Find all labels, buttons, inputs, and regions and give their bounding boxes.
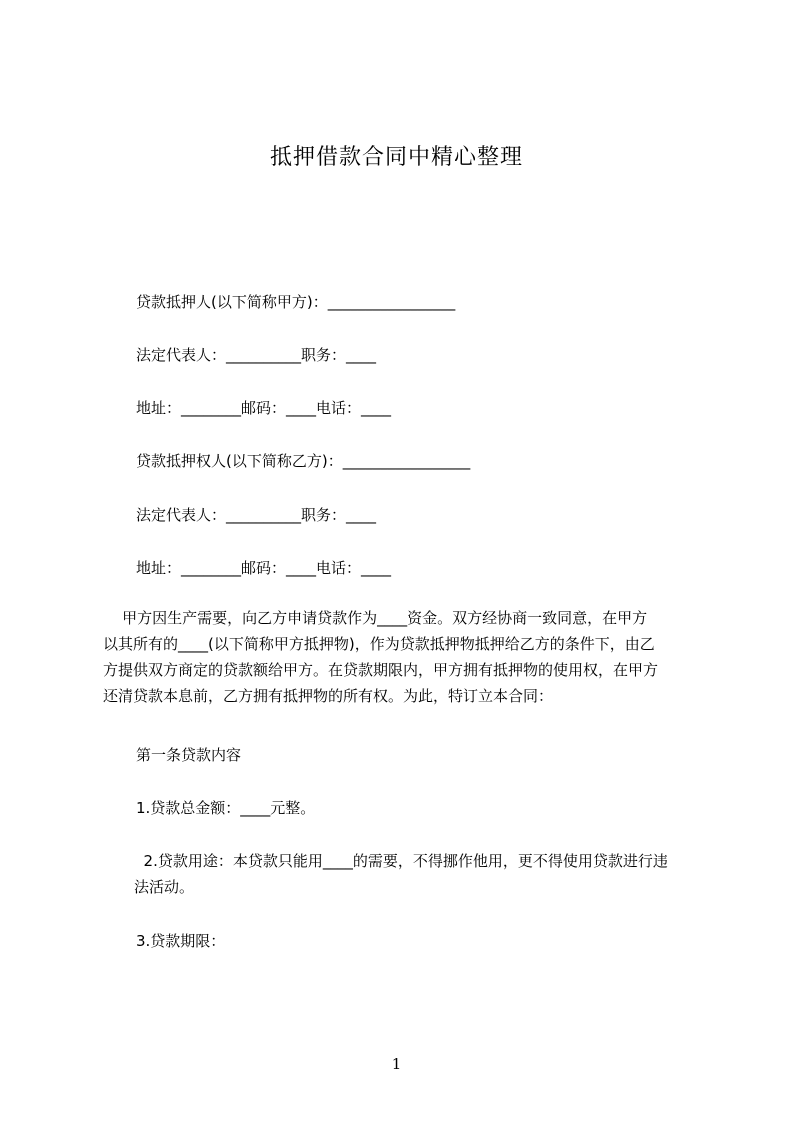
- intro-line: 甲方因生产需要，向乙方申请贷款作为____资金。双方经协商一致同意，在甲方: [103, 609, 648, 627]
- intro-line: 以其所有的____(以下简称甲方抵押物)，作为贷款抵押物抵押给乙方的条件下，由乙: [103, 635, 655, 653]
- item-1-total-amount: 1.贷款总金额：____元整。: [136, 799, 316, 817]
- item-2-line: 法活动。: [134, 878, 195, 896]
- party-a-name-line: 贷款抵押人(以下简称甲方)：_________________: [136, 293, 456, 311]
- item-2-paragraph: [134, 848, 734, 900]
- party-b-address-line: 地址：________邮码：____电话：____: [136, 559, 392, 577]
- party-a-rep-line: 法定代表人：__________职务：____: [136, 346, 377, 364]
- party-b-rep-line: 法定代表人：__________职务：____: [136, 506, 377, 524]
- item-3-term: 3.贷款期限：: [136, 932, 226, 950]
- intro-paragraph: [103, 605, 703, 709]
- party-a-address-line: 地址：________邮码：____电话：____: [136, 399, 392, 417]
- intro-line: 还清贷款本息前，乙方拥有抵押物的所有权。为此，特订立本合同：: [103, 687, 554, 705]
- item-2-line: 2.贷款用途：本贷款只能用____的需要，不得挪作他用，更不得使用贷款进行违: [134, 852, 668, 870]
- document-title: 抵押借款合同中精心整理: [269, 145, 523, 170]
- intro-line: 方提供双方商定的贷款额给甲方。在贷款期限内，甲方拥有抵押物的使用权，在甲方: [103, 661, 659, 679]
- article-1-heading: 第一条贷款内容: [136, 746, 242, 764]
- page-number: 1: [391, 1055, 402, 1073]
- party-b-name-line: 贷款抵押权人(以下简称乙方)：_________________: [136, 452, 471, 470]
